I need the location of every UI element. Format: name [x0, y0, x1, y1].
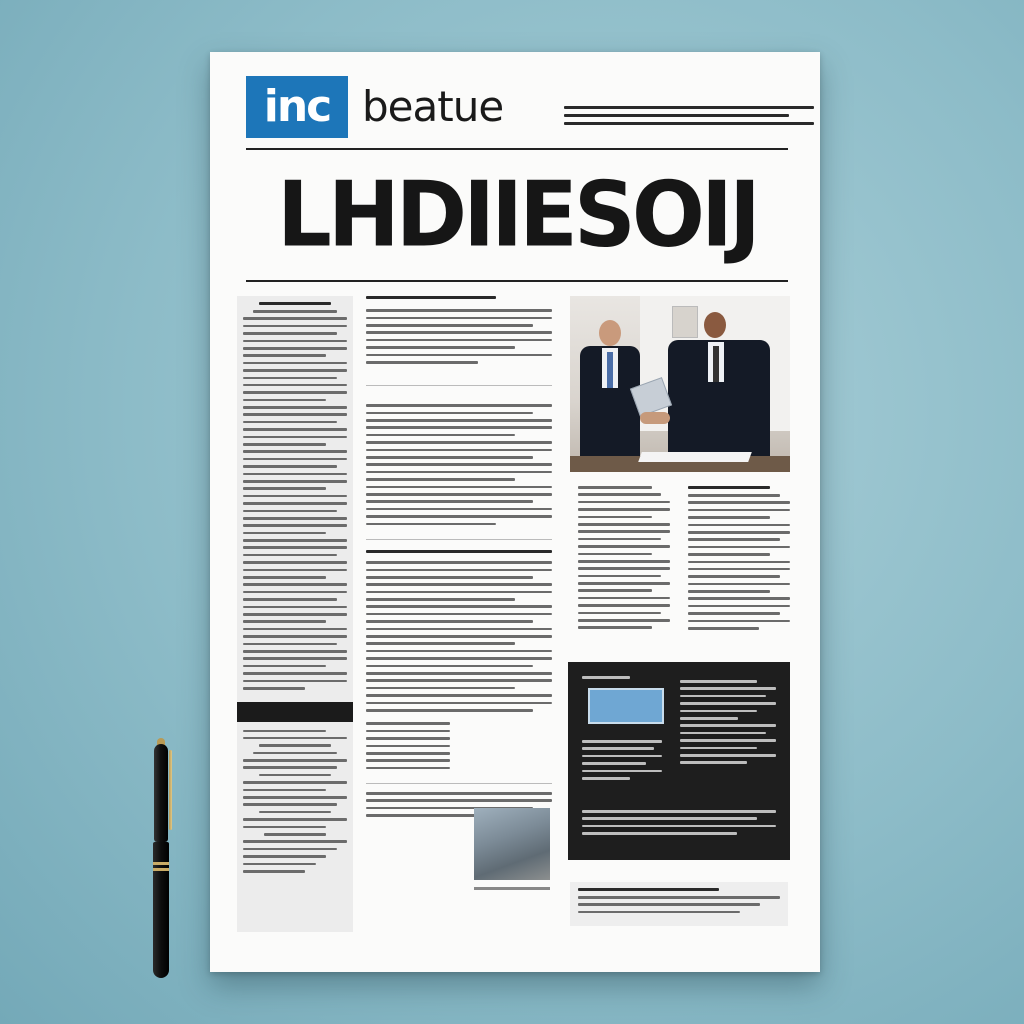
small-photo: [474, 808, 550, 880]
left-column: [237, 296, 353, 932]
right-column-2: [688, 486, 790, 634]
left-column-text-2: [243, 730, 347, 873]
story-one: [366, 296, 552, 817]
newspaper-page: [210, 52, 820, 972]
middle-column: [366, 296, 552, 822]
handshake-photo: [570, 296, 790, 472]
bottom-box: [570, 882, 788, 926]
logo-box: inc: [246, 76, 348, 138]
dark-box-footer-text: [582, 810, 776, 840]
headline-rule: [246, 280, 788, 282]
pen-band: [153, 862, 169, 865]
right-column-1: [578, 486, 670, 634]
handshake: [640, 412, 670, 424]
pen-band: [153, 868, 169, 871]
pen-clip: [169, 750, 172, 830]
dark-box-text-left: [582, 740, 662, 784]
fountain-pen: [152, 744, 172, 980]
masthead-ribbon: [564, 76, 814, 146]
dark-box-text: [680, 680, 776, 769]
ribbon-text: [564, 106, 814, 125]
right-column-1-text: [578, 486, 670, 629]
bottom-box-text: [578, 888, 780, 913]
logo-word: beatue: [362, 82, 504, 131]
left-column-text: [243, 302, 347, 690]
right-column-2-text: [688, 486, 790, 630]
dark-feature-box: [568, 662, 790, 860]
small-photo-caption: [474, 887, 550, 890]
dark-box-label: [582, 676, 642, 679]
masthead-rule: [246, 148, 788, 150]
masthead: [246, 76, 786, 146]
left-column-band: [237, 702, 353, 722]
headline: LHDIIESOIJ: [277, 162, 757, 268]
pen-cap: [154, 744, 168, 842]
screen-graphic: [588, 688, 664, 724]
